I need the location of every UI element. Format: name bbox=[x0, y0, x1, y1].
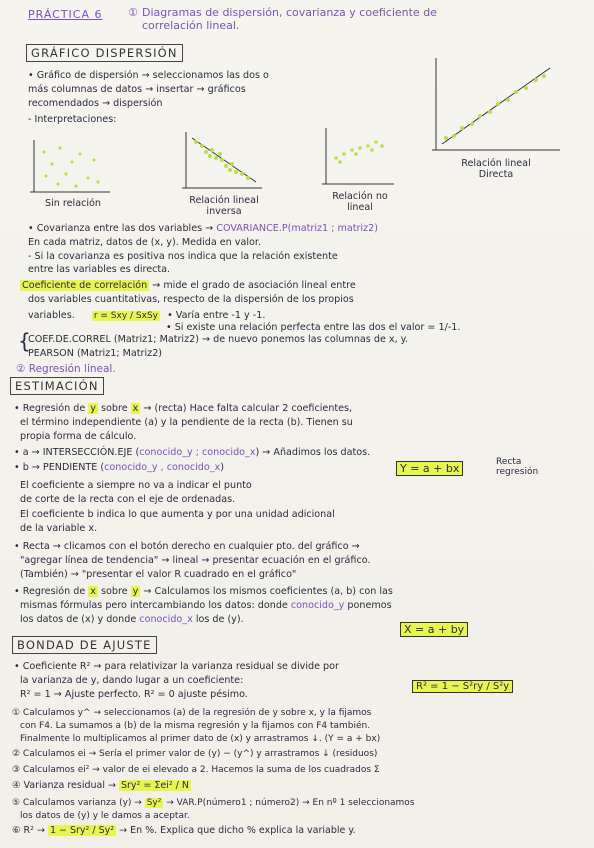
correlation-line-1: Coeficiente de correlación → mide el grado de asociación lineal entre bbox=[22, 280, 356, 291]
text-line: - Interpretaciones: bbox=[28, 114, 117, 125]
text-line: propia forma de cálculo. bbox=[20, 431, 137, 442]
caption-nonlinear-1: Relación no bbox=[332, 191, 388, 202]
estimation-line-b: • b → PENDIENTE (conocido_y , conocido_x) bbox=[14, 462, 224, 473]
scatter-direct-sketch bbox=[432, 58, 560, 154]
caption-no-relation: Sin relación bbox=[45, 198, 101, 209]
text-line: ② Calculamos ei → Sería el primer valor de (y) − (y^) y arrastramos ↓ (residuos) bbox=[12, 749, 378, 759]
correlation-term: Coeficiente de correlación bbox=[22, 280, 148, 291]
caption-direct-2: Directa bbox=[478, 169, 514, 180]
residual-variance-line: ④ Varianza residual → Sry² = Σei² / N bbox=[12, 780, 189, 791]
text-line: COEF.DE.CORREL (Matriz1; Matriz2) → de nuevo ponemos las columnas de x, y. bbox=[28, 334, 409, 345]
caption-direct-1: Relación lineal bbox=[461, 158, 531, 169]
text-line: El coeficiente b indica lo que aumenta y por una unidad adicional bbox=[20, 509, 335, 520]
covariance-line-1: • Covarianza entre las dos variables → COVARIANCE.P(matriz1 ; matriz2) bbox=[28, 223, 378, 234]
text-line: • Recta → clicamos con el botón derecho en cualquier pto. del gráfico → bbox=[14, 541, 360, 552]
scatter-no-relation-sketch bbox=[30, 140, 110, 196]
text-line: • Gráfico de dispersión → seleccionamos las dos o bbox=[28, 70, 269, 81]
correlation-line-3: variables. r = Sxy / SxSy • Varía entre -1 y -1. bbox=[28, 310, 266, 321]
text-line: la varianza de y, dando lugar a un coeficiente: bbox=[20, 675, 244, 686]
scatter-inverse-sketch bbox=[182, 132, 262, 192]
scatter-nonlinear-sketch bbox=[322, 128, 394, 188]
estimation-line-xy: • Regresión de x sobre y → Calculamos los mismos coeficientes (a, b) con las bbox=[14, 586, 393, 597]
estimation-line-a: • a → INTERSECCIÓN.EJE (conocido_y ; conocido_x) → Añadimos los datos. bbox=[14, 447, 371, 458]
text-line: el término independiente (a) y la pendiente de la recta (b). Tienen su bbox=[20, 417, 353, 428]
correlation-bullet-2: • Si existe una relación perfecta entre las dos el valor = 1/-1. bbox=[166, 322, 461, 333]
equation-y-label-1: Recta bbox=[496, 457, 522, 467]
estimation-line-15: los datos de (x) y donde conocido_x los de (y). bbox=[20, 614, 244, 625]
section-header-scatter: GRÁFICO DISPERSIÓN bbox=[26, 44, 183, 62]
text-line: entre las variables es directa. bbox=[28, 264, 171, 275]
brace-symbol: { bbox=[18, 329, 31, 353]
equation-r2: R² = 1 − S²ry / S²y bbox=[412, 681, 513, 693]
text-line: dos variables cuantitativas, respecto de la dispersión de los propios bbox=[28, 294, 354, 305]
title-line-2: correlación lineal. bbox=[142, 19, 240, 32]
equation-y: Y = a + bx bbox=[396, 463, 463, 475]
estimation-line-1: • Regresión de y sobre x → (recta) Hace falta calcular 2 coeficientes, bbox=[14, 403, 353, 414]
r2-final-line: ⑥ R² → 1 − Sry² / Sy² → En %. Explica que dicho % explica la variable y. bbox=[12, 825, 356, 836]
text-line: En cada matriz, datos de (x, y). Medida en valor. bbox=[28, 237, 262, 248]
text-line: Finalmente lo multiplicamos al primer dato de (x) y arrastramos ↓. (Y = a + bx) bbox=[20, 734, 381, 744]
text-line: de la variable x. bbox=[20, 523, 98, 534]
text-line: ③ Calculamos ei² → valor de ei elevado a 2. Hacemos la suma de los cuadrados Σ bbox=[12, 765, 380, 775]
section-title-regression: ② Regresión lineal. bbox=[16, 363, 116, 375]
text-line: "agregar línea de tendencia" → lineal → presentar ecuación en el gráfico. bbox=[20, 555, 371, 566]
practice-label: PRÁCTICA 6 bbox=[28, 8, 103, 21]
text-line: con F4. La sumamos a (b) de la misma regresión y la fijamos con F4 también. bbox=[20, 721, 371, 731]
text-line: ① Calculamos y^ → seleccionamos (a) de la regresión de y sobre x, y la fijamos bbox=[12, 708, 372, 718]
variance-y-line: ⑤ Calculamos varianza (y) → Sy² → VAR.P(número1 ; número2) → En nº 1 seleccionamos bbox=[12, 798, 415, 808]
text-line: recomendados → dispersión bbox=[28, 98, 163, 109]
title-line-1: Diagramas de dispersión, covarianza y coeficiente de bbox=[142, 6, 437, 19]
caption-inverse-2: inversa bbox=[206, 206, 242, 217]
text-line: • Coeficiente R² → para relativizar la varianza residual se divide por bbox=[14, 661, 339, 672]
text-line: (También) → "presentar el valor R cuadrado en el gráfico" bbox=[20, 569, 297, 580]
section-header-estimation: ESTIMACIÓN bbox=[10, 377, 104, 395]
caption-inverse-1: Relación lineal bbox=[189, 195, 259, 206]
text-line: - Si la covarianza es positiva nos indica que la relación existente bbox=[28, 251, 338, 262]
text-line: R² = 1 → Ajuste perfecto. R² = 0 ajuste pésimo. bbox=[20, 689, 248, 700]
caption-nonlinear-2: lineal bbox=[347, 202, 373, 213]
correlation-formula: r = Sxy / SxSy bbox=[93, 311, 158, 321]
estimation-line-14: mismas fórmulas pero intercambiando los datos: donde conocido_y ponemos bbox=[20, 600, 392, 611]
text-line: PEARSON (Matriz1; Matriz2) bbox=[28, 348, 163, 359]
equation-x: X = a + by bbox=[400, 624, 468, 636]
text-line: El coeficiente a siempre no va a indicar el punto bbox=[20, 480, 252, 491]
section-header-goodness: BONDAD DE AJUSTE bbox=[12, 636, 157, 654]
title-number: ① bbox=[128, 6, 138, 19]
text-line: más columnas de datos → insertar → gráficos bbox=[28, 84, 246, 95]
text-line: de corte de la recta con el eje de ordenadas. bbox=[20, 494, 236, 505]
equation-y-label-2: regresión bbox=[496, 467, 539, 477]
text-line: los datos de (y) y le damos a aceptar. bbox=[20, 811, 190, 821]
